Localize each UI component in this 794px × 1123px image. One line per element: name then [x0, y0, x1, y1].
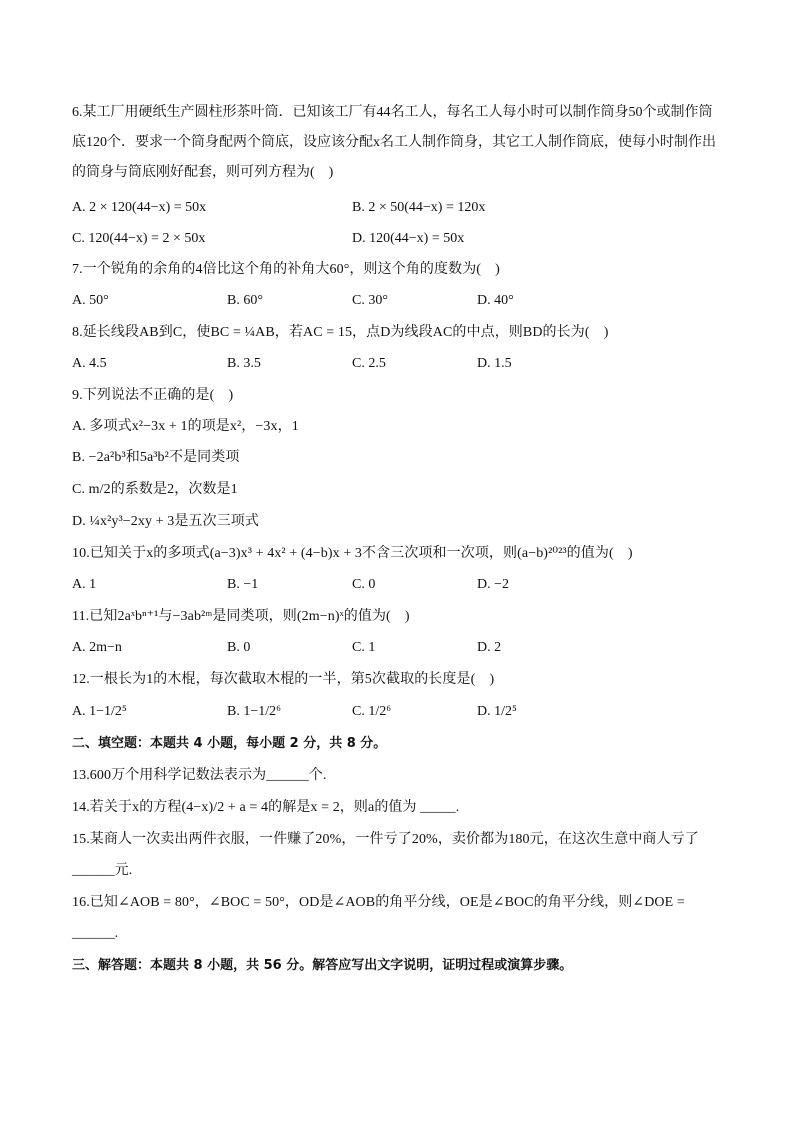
- question-9: [72, 385, 722, 533]
- option-a: A. 1−1/2⁵: [72, 704, 127, 719]
- question-9-stem: 9.下列说法不正确的是( ): [72, 388, 234, 403]
- question-8: [72, 322, 722, 375]
- question-12: [72, 669, 722, 723]
- question-12-stem: 12.一根长为1的木棍，每次截取木棍的一半，第5次截取的长度是( ): [72, 672, 495, 687]
- question-6-line-3: 的筒身与筒底刚好配套，则可列方程为( ): [72, 165, 334, 180]
- question-9-option-a: A. 多项式x²−3x + 1的项是x²，−3x，1: [72, 419, 299, 434]
- option-c: C. 120(44−x) = 2 × 50x: [72, 231, 206, 246]
- question-11: [72, 606, 722, 659]
- option-c: C. 1/2⁶: [352, 704, 392, 719]
- option-b: B. 0: [227, 640, 251, 655]
- question-6-options-cd: [72, 228, 722, 250]
- option-a: A. 1: [72, 577, 97, 592]
- question-8-options: [72, 353, 722, 375]
- option-b: B. 1−1/2⁶: [227, 704, 282, 719]
- option-a: A. 2m−n: [72, 640, 122, 655]
- option-d: D. 120(44−x) = 50x: [352, 231, 465, 246]
- question-16-line-2: ______.: [72, 926, 119, 941]
- question-9-option-d: D. ¼x²y³−2xy + 3是五次三项式: [72, 514, 259, 529]
- question-10-options: [72, 574, 722, 596]
- question-9-option-c: C. m/2的系数是2，次数是1: [72, 482, 238, 497]
- question-15-line-2: ______元.: [72, 863, 133, 878]
- option-a: A. 2 × 120(44−x) = 50x: [72, 200, 207, 215]
- question-6-line-2: 底120个．要求一个筒身配两个筒底，设应该分配x名工人制作筒身，其它工人制作筒底，使每小时制作出: [72, 135, 716, 150]
- option-d: D. 40°: [477, 293, 514, 308]
- question-7: [72, 259, 722, 312]
- option-c: C. 2.5: [352, 356, 386, 371]
- question-10-stem: 10.已知关于x的多项式(a−3)x³ + 4x² + (4−b)x + 3不含三次项和一次项，则(a−b)²⁰²³的值为( ): [72, 546, 633, 561]
- question-14: 14.若关于x的方程(4−x)/2 + a = 4的解是x = 2，则a的值为 _____.: [72, 800, 460, 815]
- question-6-options: [72, 197, 722, 219]
- question-15-line-1: 15.某商人一次卖出两件衣服，一件赚了20%，一件亏了20%，卖价都为180元，在这次生意中商人亏了: [72, 832, 699, 847]
- question-13: 13.600万个用科学记数法表示为______个.: [72, 768, 327, 783]
- option-c: C. 30°: [352, 293, 388, 308]
- option-d: D. 1.5: [477, 356, 512, 371]
- section-solution-title: 三、解答题：本题共 8 小题，共 56 分。解答应写出文字说明，证明过程或演算步骤。: [72, 958, 573, 973]
- option-d: D. −2: [477, 577, 510, 592]
- option-a: A. 4.5: [72, 356, 107, 371]
- section-fill-in-title: 二、填空题：本题共 4 小题，每小题 2 分，共 8 分。: [72, 736, 387, 751]
- option-c: C. 0: [352, 577, 376, 592]
- question-9-option-b: B. −2a²b³和5a³b²不是同类项: [72, 450, 240, 465]
- option-b: B. −1: [227, 577, 259, 592]
- question-6-line-1: 6.某工厂用硬纸生产圆柱形茶叶筒．已知该工厂有44名工人，每名工人每小时可以制作筒身50个或制作筒: [72, 105, 713, 120]
- question-16-line-1: 16.已知∠AOB = 80°，∠BOC = 50°，OD是∠AOB的角平分线，OE是∠BOC的角平分线，则∠DOE =: [72, 895, 685, 910]
- option-c: C. 1: [352, 640, 376, 655]
- option-a: A. 50°: [72, 293, 109, 308]
- option-d: D. 2: [477, 640, 502, 655]
- exam-content: [72, 98, 722, 977]
- option-b: B. 3.5: [227, 356, 261, 371]
- option-b: B. 2 × 50(44−x) = 120x: [352, 200, 486, 215]
- question-11-options: [72, 637, 722, 659]
- question-10: [72, 543, 722, 596]
- option-d: D. 1/2⁵: [477, 704, 517, 719]
- question-7-options: [72, 290, 722, 312]
- question-12-options: [72, 701, 722, 723]
- question-7-stem: 7.一个锐角的余角的4倍比这个角的补角大60°，则这个角的度数为( ): [72, 262, 500, 277]
- question-6: [72, 98, 722, 250]
- option-b: B. 60°: [227, 293, 263, 308]
- question-8-stem: 8.延长线段AB到C，使BC = ¼AB，若AC = 15，点D为线段AC的中点，则BD的长为( ): [72, 325, 609, 340]
- question-11-stem: 11.已知2aˣbⁿ⁺¹与−3ab²ᵐ是同类项，则(2m−n)ˣ的值为( ): [72, 609, 410, 624]
